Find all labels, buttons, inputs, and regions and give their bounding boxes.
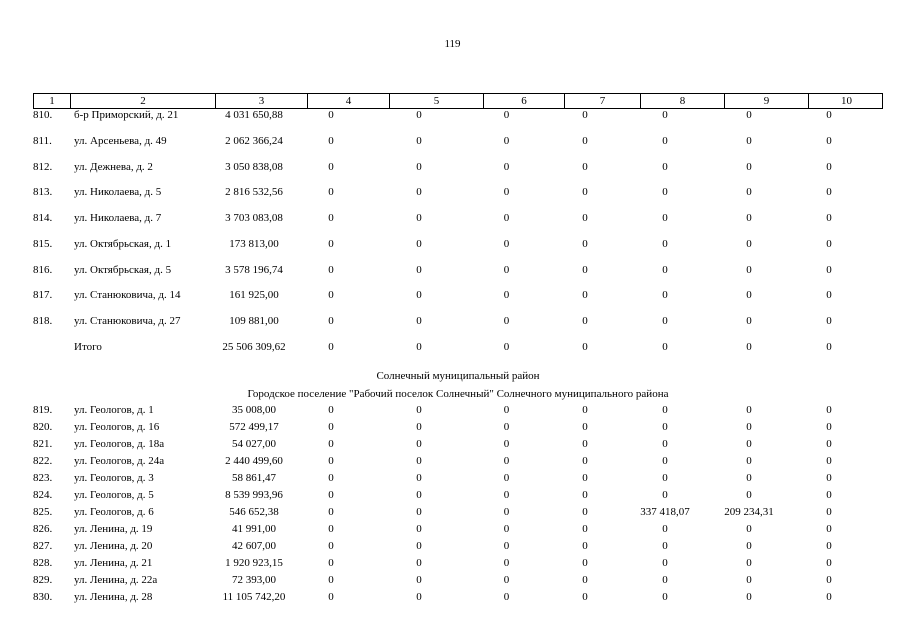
value-cell-col4: 0 [328,522,334,535]
table-row [33,212,883,238]
value-cell-col4: 0 [328,471,334,484]
value-cell-col10: 0 [826,522,832,535]
value-cell-col6: 0 [503,488,510,501]
value-cell-col4: 0 [328,403,334,416]
value-cell-col5: 0 [416,403,422,416]
value-cell-col10: 0 [826,573,832,586]
value-cell-col5: 0 [416,289,422,302]
value-cell-col3: 4 031 650,88 [225,109,283,121]
value-cell-col10: 0 [826,186,832,199]
row-number: 813. [33,186,53,199]
value-cell-col6: 0 [503,212,510,224]
value-cell-col3: 109 881,00 [229,315,279,327]
table-row [33,540,883,557]
table-row [33,109,883,135]
row-number: 812. [33,160,53,173]
value-cell-col7: 0 [582,160,588,173]
value-cell-col3: 2 440 499,60 [225,454,283,467]
table-row [33,438,883,455]
value-cell-col5: 0 [416,505,422,518]
value-cell-col6: 0 [503,505,510,518]
value-cell-col3: 54 027,00 [232,437,276,450]
address-cell: ул. Станюковича, д. 27 [74,315,181,327]
row-number: 829. [33,573,53,586]
value-cell-col8: 0 [662,590,668,603]
table-row [33,455,883,472]
address-cell: ул. Октябрьская, д. 1 [74,237,172,250]
value-cell-col6: 0 [503,160,510,173]
value-cell-col6: 0 [503,315,510,327]
value-cell-col6: 0 [503,522,510,535]
value-cell-col8: 0 [662,109,668,121]
value-cell-col3: 3 703 083,08 [225,212,283,224]
value-cell-col3: 11 105 742,20 [222,590,286,603]
value-cell-col10: 0 [826,109,832,121]
value-cell-col5: 0 [416,590,422,603]
value-cell-col4: 0 [328,212,334,224]
value-cell-col4: 0 [328,505,334,518]
row-number: 826. [33,522,53,535]
value-cell-col5: 0 [416,237,422,250]
value-cell-col4: 0 [328,488,334,501]
value-cell-col8: 0 [662,263,668,276]
column-header-9: 9 [724,94,808,108]
column-header-3: 3 [215,94,307,108]
row-number: 814. [33,212,53,224]
address-cell: ул. Геологов, д. 18а [74,437,165,450]
column-header-5: 5 [389,94,483,108]
value-cell-col10: 0 [826,505,832,518]
address-cell: Итого [74,340,102,353]
value-cell-col9: 0 [746,556,752,569]
value-cell-col8: 0 [662,471,668,484]
value-cell-col7: 0 [582,289,588,302]
row-number: 825. [33,505,53,518]
value-cell-col9: 0 [746,420,752,433]
value-cell-col6: 0 [503,420,510,433]
address-cell: ул. Арсеньева, д. 49 [74,134,167,147]
value-cell-col4: 0 [328,590,334,603]
table-row [33,186,883,212]
value-cell-col9: 0 [746,539,752,552]
value-cell-col5: 0 [416,212,422,224]
table-row [33,315,883,341]
value-cell-col9: 0 [746,437,752,450]
value-cell-col4: 0 [328,134,334,147]
value-cell-col7: 0 [582,420,588,433]
address-cell: ул. Геологов, д. 3 [74,471,154,484]
value-cell-col7: 0 [582,539,588,552]
value-cell-col8: 0 [662,340,668,353]
row-number: 819. [33,403,53,416]
value-cell-col5: 0 [416,556,422,569]
address-cell: ул. Ленина, д. 28 [74,590,153,603]
value-cell-col6: 0 [503,437,510,450]
value-cell-col10: 0 [826,237,832,250]
value-cell-col7: 0 [582,403,588,416]
value-cell-col10: 0 [826,556,832,569]
address-cell: ул. Геологов, д. 16 [74,420,160,433]
value-cell-col6: 0 [503,573,510,586]
value-cell-col9: 0 [746,573,752,586]
value-cell-col10: 0 [826,420,832,433]
value-cell-col9: 0 [746,488,752,501]
value-cell-col3: 42 607,00 [232,539,276,552]
value-cell-col5: 0 [416,109,422,121]
value-cell-col9: 0 [746,134,752,147]
value-cell-col10: 0 [826,340,832,353]
table-row [33,238,883,264]
address-cell: ул. Дежнева, д. 2 [74,160,153,173]
value-cell-col5: 0 [416,340,422,353]
value-cell-col5: 0 [416,573,422,586]
value-cell-col6: 0 [503,237,510,250]
value-cell-col10: 0 [826,134,832,147]
value-cell-col9: 0 [746,237,752,250]
value-cell-col6: 0 [503,539,510,552]
table-row [33,472,883,489]
value-cell-col10: 0 [826,454,832,467]
value-cell-col10: 0 [826,539,832,552]
value-cell-col6: 0 [503,109,510,121]
row-number: 822. [33,454,53,467]
value-cell-col7: 0 [582,263,588,276]
value-cell-col8: 0 [662,437,668,450]
value-cell-col7: 0 [582,237,588,250]
column-header-6: 6 [483,94,564,108]
table-row [33,161,883,187]
row-number: 820. [33,420,53,433]
table-row [33,574,883,591]
value-cell-col10: 0 [826,263,832,276]
section-title-settlement: Городское поселение "Рабочий поселок Солнечный" Солнечного муниципального района [247,387,669,400]
row-number: 818. [33,315,53,327]
table-row [33,489,883,506]
value-cell-col9: 0 [746,186,752,199]
table-row [33,557,883,574]
value-cell-col10: 0 [826,212,832,224]
value-cell-col6: 0 [503,340,510,353]
table-row [33,289,883,315]
page-number: 119 [444,38,461,50]
value-cell-col6: 0 [503,289,510,302]
value-cell-col3: 8 539 993,96 [225,488,283,501]
value-cell-col4: 0 [328,186,334,199]
value-cell-col9: 209 234,31 [724,505,774,518]
value-cell-col7: 0 [582,522,588,535]
value-cell-col6: 0 [503,134,510,147]
value-cell-col7: 0 [582,471,588,484]
address-cell: ул. Геологов, д. 6 [74,505,154,518]
value-cell-col7: 0 [582,505,588,518]
table-row [33,591,883,608]
value-cell-col4: 0 [328,289,334,302]
column-header-8: 8 [640,94,724,108]
value-cell-col3: 3 578 196,74 [225,263,283,276]
address-cell: ул. Николаева, д. 5 [74,186,162,199]
value-cell-col10: 0 [826,289,832,302]
value-cell-col6: 0 [503,186,510,199]
value-cell-col5: 0 [416,186,422,199]
value-cell-col5: 0 [416,315,422,327]
row-number: 817. [33,289,53,302]
address-cell: ул. Ленина, д. 20 [74,539,153,552]
value-cell-col9: 0 [746,263,752,276]
value-cell-col7: 0 [582,437,588,450]
value-cell-col9: 0 [746,454,752,467]
row-number: 830. [33,590,53,603]
value-cell-col6: 0 [503,590,510,603]
value-cell-col9: 0 [746,522,752,535]
address-cell: ул. Ленина, д. 22а [74,573,158,586]
value-cell-col3: 2 062 366,24 [225,134,283,147]
table-header [33,93,883,109]
value-cell-col5: 0 [416,420,422,433]
row-number: 821. [33,437,53,450]
row-number: 815. [33,237,53,250]
value-cell-col9: 0 [746,403,752,416]
value-cell-col5: 0 [416,263,422,276]
value-cell-col8: 337 418,07 [640,505,690,518]
table-body-group-1 [33,109,883,367]
value-cell-col8: 0 [662,488,668,501]
value-cell-col7: 0 [582,315,588,327]
value-cell-col4: 0 [328,109,334,121]
value-cell-col5: 0 [416,539,422,552]
value-cell-col4: 0 [328,556,334,569]
row-number: 810. [33,109,53,121]
value-cell-col9: 0 [746,160,752,173]
value-cell-col5: 0 [416,160,422,173]
value-cell-col5: 0 [416,471,422,484]
value-cell-col4: 0 [328,263,334,276]
value-cell-col8: 0 [662,186,668,199]
value-cell-col10: 0 [826,160,832,173]
value-cell-col6: 0 [503,454,510,467]
value-cell-col4: 0 [328,160,334,173]
value-cell-col4: 0 [328,420,334,433]
value-cell-col8: 0 [662,134,668,147]
data-table [33,93,883,608]
value-cell-col9: 0 [746,109,752,121]
value-cell-col9: 0 [746,340,752,353]
value-cell-col5: 0 [416,454,422,467]
section-title-district: Солнечный муниципальный район [376,369,540,382]
value-cell-col8: 0 [662,539,668,552]
value-cell-col8: 0 [662,403,668,416]
value-cell-col3: 546 652,38 [229,505,279,518]
value-cell-col3: 72 393,00 [232,573,276,586]
value-cell-col3: 3 050 838,08 [225,160,283,173]
value-cell-col3: 161 925,00 [229,289,279,302]
table-row [33,264,883,290]
table-row [33,421,883,438]
value-cell-col9: 0 [746,471,752,484]
value-cell-col9: 0 [746,315,752,327]
row-number: 824. [33,488,53,501]
value-cell-col8: 0 [662,315,668,327]
value-cell-col7: 0 [582,590,588,603]
value-cell-col7: 0 [582,573,588,586]
value-cell-col8: 0 [662,420,668,433]
value-cell-col10: 0 [826,403,832,416]
value-cell-col8: 0 [662,556,668,569]
value-cell-col5: 0 [416,134,422,147]
value-cell-col4: 0 [328,315,334,327]
value-cell-col3: 25 506 309,62 [222,340,286,353]
row-number: 823. [33,471,53,484]
address-cell: ул. Геологов, д. 1 [74,403,154,416]
row-number: 811. [33,134,52,147]
column-header-4: 4 [307,94,389,108]
value-cell-col7: 0 [582,340,588,353]
row-number: 828. [33,556,53,569]
value-cell-col4: 0 [328,437,334,450]
column-header-10: 10 [808,94,884,108]
value-cell-col9: 0 [746,590,752,603]
address-cell: б-р Приморский, д. 21 [74,109,179,121]
value-cell-col6: 0 [503,471,510,484]
value-cell-col3: 173 813,00 [229,237,279,250]
value-cell-col8: 0 [662,289,668,302]
value-cell-col4: 0 [328,340,334,353]
value-cell-col5: 0 [416,522,422,535]
value-cell-col10: 0 [826,590,832,603]
value-cell-col4: 0 [328,237,334,250]
value-cell-col5: 0 [416,437,422,450]
value-cell-col9: 0 [746,289,752,302]
value-cell-col3: 35 008,00 [232,403,276,416]
value-cell-col6: 0 [503,556,510,569]
value-cell-col4: 0 [328,539,334,552]
value-cell-col8: 0 [662,522,668,535]
value-cell-col4: 0 [328,454,334,467]
table-row [33,135,883,161]
value-cell-col7: 0 [582,556,588,569]
row-number: 827. [33,539,53,552]
value-cell-col9: 0 [746,212,752,224]
column-header-2: 2 [70,94,215,108]
table-row [33,404,883,421]
value-cell-col10: 0 [826,437,832,450]
value-cell-col8: 0 [662,212,668,224]
value-cell-col8: 0 [662,237,668,250]
address-cell: ул. Октябрьская, д. 5 [74,263,172,276]
value-cell-col7: 0 [582,134,588,147]
address-cell: ул. Ленина, д. 21 [74,556,153,569]
value-cell-col3: 1 920 923,15 [225,556,283,569]
value-cell-col4: 0 [328,573,334,586]
value-cell-col6: 0 [503,263,510,276]
address-cell: ул. Станюковича, д. 14 [74,289,181,302]
table-row [33,506,883,523]
column-header-1: 1 [49,95,55,107]
value-cell-col8: 0 [662,454,668,467]
value-cell-col7: 0 [582,109,588,121]
value-cell-col7: 0 [582,186,588,199]
address-cell: ул. Геологов, д. 24а [74,454,165,467]
value-cell-col7: 0 [582,488,588,501]
value-cell-col3: 41 991,00 [232,522,276,535]
column-header-7: 7 [564,94,640,108]
value-cell-col7: 0 [582,212,588,224]
value-cell-col10: 0 [826,315,832,327]
value-cell-col8: 0 [662,160,668,173]
value-cell-col10: 0 [826,471,832,484]
row-number: 816. [33,263,53,276]
value-cell-col6: 0 [503,403,510,416]
value-cell-col10: 0 [826,488,832,501]
value-cell-col3: 2 816 532,56 [225,186,283,199]
address-cell: ул. Геологов, д. 5 [74,488,154,501]
value-cell-col5: 0 [416,488,422,501]
table-body-group-2 [33,402,883,608]
value-cell-col3: 572 499,17 [229,420,279,433]
value-cell-col8: 0 [662,573,668,586]
table-row [33,341,883,367]
value-cell-col3: 58 861,47 [232,471,276,484]
address-cell: ул. Николаева, д. 7 [74,212,162,224]
value-cell-col7: 0 [582,454,588,467]
table-row [33,523,883,540]
address-cell: ул. Ленина, д. 19 [74,522,153,535]
